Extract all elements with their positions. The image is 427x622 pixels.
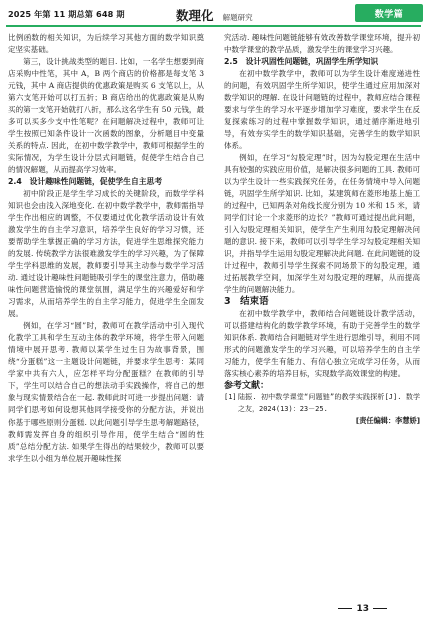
- reference-text: 陆振. 初中数学课堂“问题链”的教学实践探析[J]. 数学之友，2024(13)：23－25.: [238, 393, 420, 413]
- editor-credit: [责任编辑：李慧娇]: [355, 416, 420, 426]
- paragraph: 例如，在学习“勾股定理”时，因为勾股定理在生活中具有较强的实践应用价值，是解决很多问题的工具. 教师可以为学生设计一些实践探究任务，在任务情境中导入问题链，巩固学生所学知识. 比如，某建筑师在菱形地基上施工的过程中，已知两条对角线长度分别为 10 米和 15 米，请同学们讨论一个求菱形的边长？”教师可通过提出此问题，引入勾股定理相关知识，使学生产生利用勾股定理解决问题的意识. 接下来，教师可以引导学生学习勾股定理相关知识，并指导学生运用勾股定理解决此问题. 在此问题链的设计过程中，教师引导学生探索不同场景下的勾股定理，通过拓展教学空间，加深学生对勾股定理的理解，从而提高学生的问题解决能力。: [224, 153, 420, 295]
- journal-title-block: [176, 5, 253, 24]
- issue-label: 2025 年第 11 期总第 648 期: [8, 9, 125, 19]
- paragraph: 比例函数的相关知识，为后续学习其他方面的数学知识奠定坚实基础。: [8, 33, 204, 55]
- section-heading: 2.4 设计趣味性问题链，促使学生自主思考: [8, 177, 163, 187]
- header-divider: [6, 25, 421, 27]
- right-column: [224, 32, 420, 427]
- column-name: 解题研究: [222, 13, 253, 22]
- page-number-dash: [338, 608, 352, 609]
- page-number: [334, 604, 391, 614]
- paragraph: 在初中数学教学中，教师可以为学生设计难度递进性的问题，有效巩固学生所学知识，使学生通过应用加深对数学知识的理解. 在设计问题链的过程中，教师应结合课程要求与学生的学习水平逐步增加学习难度，要求学生在反复探索练习的过程中掌握数学知识，通过循序渐进地引导，有效夯实学生的数学知识基础，完善学生的数学知识体系。: [224, 69, 420, 151]
- reference-number: [1]: [224, 393, 237, 402]
- references-heading: 参考文献：: [224, 381, 270, 392]
- reference-item: [224, 392, 420, 415]
- paragraph: 第三，设计挑战类型的题目. 比如，一名学生想要到商店采购中性笔，其中 A，B 两个商店的价格都是每支笔 3 元钱，其中 A 商店提供的优惠政策是购买 6 支笔以上，从第六支笔开始可以打五折；B 商店给出的优惠政策是从购买的第一支笔开始就打八折，那么这名学生有 50 元钱，最多可以买多少支中性笔呢？在问题解决过程中，教师可让学生按照已知条件设计一次函数的图象，分析题目中变量关系的特点. 因此，在初中数学教学中，教师可根据学生的实际情况，为学生设计分层式问题链，促使学生结合自己的情况解题，从而提高学习效率。: [8, 57, 204, 175]
- section-logo: [355, 4, 423, 22]
- paragraph: 究活动. 趣味性问题链能够有效改善数学课堂环境，提升初中数学课堂的教学品质，激发学生的课堂学习兴趣。: [224, 33, 420, 55]
- paragraph: 在初中数学教学中，教师结合问题链设计教学活动，可以搭建结构化的数学教学环境，有助于完善学生的数学知识体系. 教师结合问题链对学生进行思维引导，利用不同形式的问题激发学生的学习兴趣，可以培养学生的自主学习能力，使学生有能力、有信心独立完成学习任务，从而落实核心素养的培养目标，实现数学高效课堂的构建。: [224, 309, 420, 379]
- page-number-dash: [373, 608, 387, 609]
- page-number-value: 13: [356, 604, 369, 614]
- page-header: [0, 0, 427, 30]
- section-heading: 2.5 设计巩固性问题链，巩固学生所学知识: [224, 57, 379, 67]
- paragraph: 初中阶段正是学生学习成长的关键阶段，而数学学科知识也会由浅入深地变化. 在初中数学教学中，教师需指导学生作出相应的调整，不仅要通过优化教学活动设计有效激发学生的自主学习意识，培养学生良好的学习习惯，还要帮助学生掌握正确的学习方法，促进学生思维探究能力的发展. 传统教学方法很难激发学生的学习兴趣，为了保障学生学科思维的发展，教师要引导其主动参与数学学习活动. 通过设计趣味性问题链吸引学生的课堂注意力，借助趣味性问题营造愉悦的课堂氛围，满足学生的兴趣爱好和学习需求，从而培养学生的自主学习能力，促进学生全面发展。: [8, 189, 204, 319]
- journal-name: 数理化: [176, 8, 214, 23]
- section-logo-text: 数学篇: [374, 9, 404, 20]
- left-column: [8, 32, 204, 465]
- section-heading: 3 结束语: [224, 296, 269, 308]
- paragraph: 例如，在学习“圆”时，教师可在教学活动中引入现代化教学工具和学生互动主体的教学环境，将学生带入问题情境中展开思考. 教师以某学生过生日为故事背景，围绕“分蛋糕”这一主题设计问题链，并要求学生思考：某同学家中共有六人，应怎样平均分配蛋糕？在教师的引导下，学生可以结合自己的想法动手实践操作，将自己的想象与现实情景结合在一起. 教师此时可进一步提出问题：请同学们思考如何设想其他同学接受你的分配方法，并说出你基于哪些原则分蛋糕. 以此问题引导学生思考解题路径，教师需发挥自身的组织引导作用，使学生结合“圆的性质”总结分配方法. 如果学生得出的结果较少，教师可以要求学生以小组为单位展开趣味性探: [8, 321, 204, 463]
